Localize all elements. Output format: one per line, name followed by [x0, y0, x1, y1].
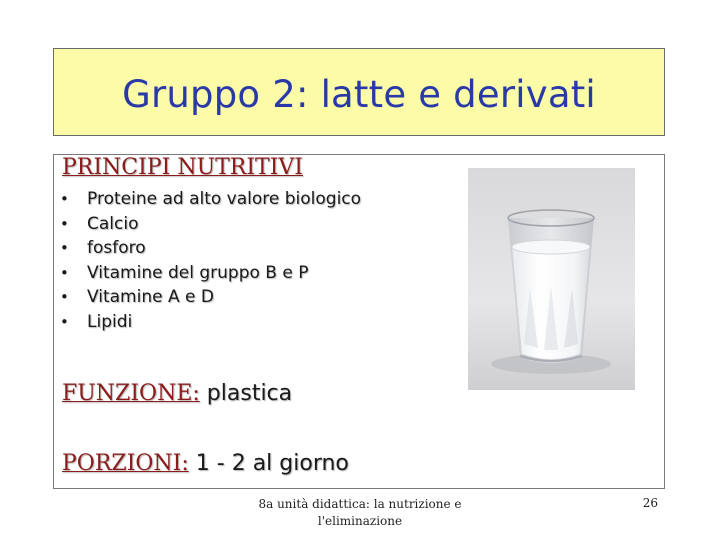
- bullet-icon: •: [60, 190, 69, 208]
- list-item-label: fosforo: [87, 238, 146, 259]
- bullet-icon: •: [60, 312, 69, 331]
- list-item-label: Lipidi: [87, 311, 133, 332]
- content-box: [53, 154, 665, 489]
- bullet-icon: •: [60, 288, 69, 307]
- milk-glass-image: [468, 168, 635, 390]
- list-item-label: Proteine ad alto valore biologico: [87, 189, 362, 209]
- footer-caption: [255, 496, 465, 530]
- list-item: [60, 312, 361, 337]
- list-item: [60, 189, 361, 214]
- list-item: [60, 287, 361, 312]
- nutrient-list: [60, 189, 361, 337]
- footer-caption-line1: 8a unità didattica: la nutrizione e: [258, 497, 462, 511]
- footer-caption-line2: l'eliminazione: [317, 514, 403, 528]
- list-item: [60, 263, 361, 288]
- list-item-label: Vitamine del gruppo B e P: [87, 262, 309, 283]
- list-item: [60, 214, 361, 239]
- page-number: 26: [642, 496, 658, 510]
- list-item: [60, 238, 361, 263]
- title-box: [53, 48, 665, 136]
- bullet-icon: •: [60, 239, 69, 258]
- bullet-icon: •: [60, 263, 69, 282]
- porzioni-line: [62, 451, 349, 476]
- funzione-value: plastica: [206, 381, 293, 406]
- funzione-label: FUNZIONE:: [62, 381, 200, 406]
- principles-heading: PRINCIPI NUTRITIVI: [62, 155, 303, 180]
- list-item-label: Vitamine A e D: [87, 287, 214, 308]
- slide-title: Gruppo 2: latte e derivati: [122, 72, 596, 116]
- funzione-line: [62, 381, 292, 406]
- porzioni-value: 1 - 2 al giorno: [195, 451, 349, 476]
- porzioni-label: PORZIONI:: [62, 451, 189, 476]
- bullet-icon: •: [60, 214, 69, 233]
- list-item-label: Calcio: [87, 213, 139, 234]
